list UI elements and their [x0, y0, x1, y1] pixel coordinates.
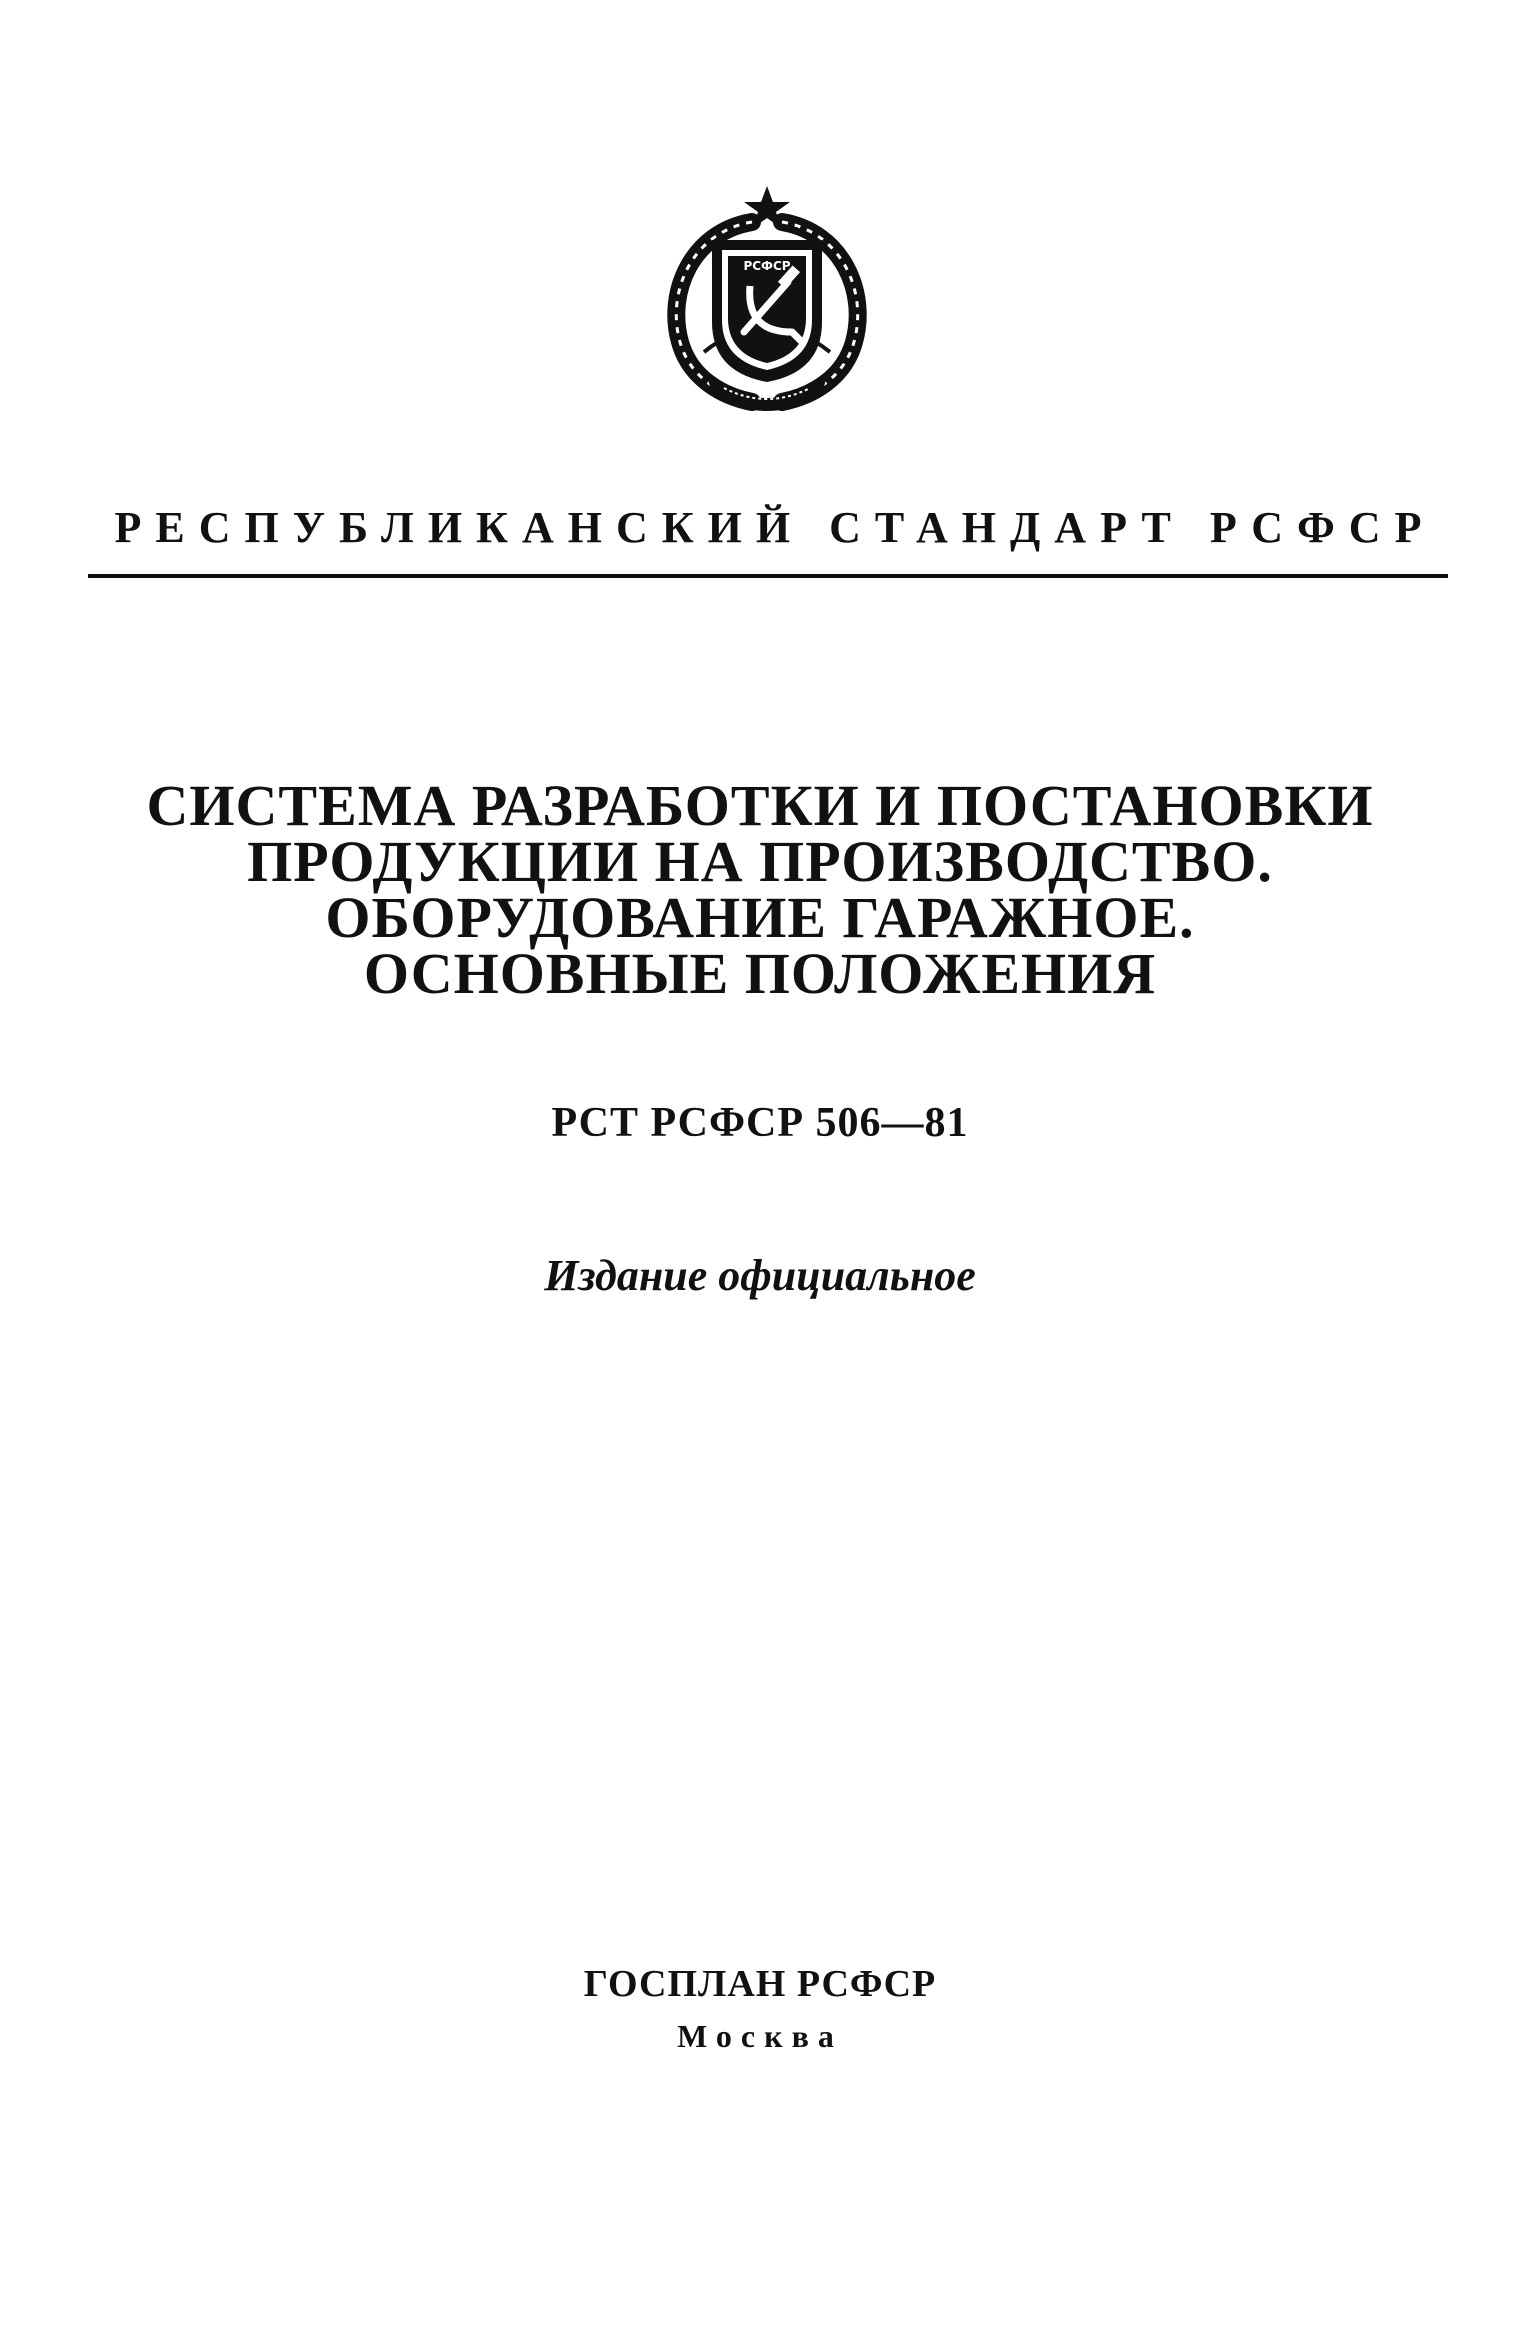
title-line: ОСНОВНЫЕ ПОЛОЖЕНИЯ — [363, 941, 1157, 1006]
title-line: СИСТЕМА РАЗРАБОТКИ И ПОСТАНОВКИ — [146, 773, 1374, 838]
edition-note: Издание официальное — [544, 1251, 976, 1300]
document-title — [100, 773, 1420, 1006]
title-line: ОБОРУДОВАНИЕ ГАРАЖНОЕ. — [325, 885, 1195, 950]
series-title: РЕСПУБЛИКАНСКИЙ СТАНДАРТ РСФСР — [114, 503, 1436, 552]
header-divider — [88, 574, 1448, 578]
publisher-name: ГОСПЛАН РСФСР — [583, 1963, 937, 2005]
standard-number: РСТ РСФСР 506—81 — [551, 1100, 969, 1146]
title-line: ПРОДУКЦИИ НА ПРОИЗВОДСТВО. — [247, 829, 1273, 894]
rsfsr-coat-of-arms-icon — [652, 182, 882, 418]
publication-city: Москва — [677, 2018, 843, 2054]
svg-text:РСФСР: РСФСР — [743, 259, 791, 273]
